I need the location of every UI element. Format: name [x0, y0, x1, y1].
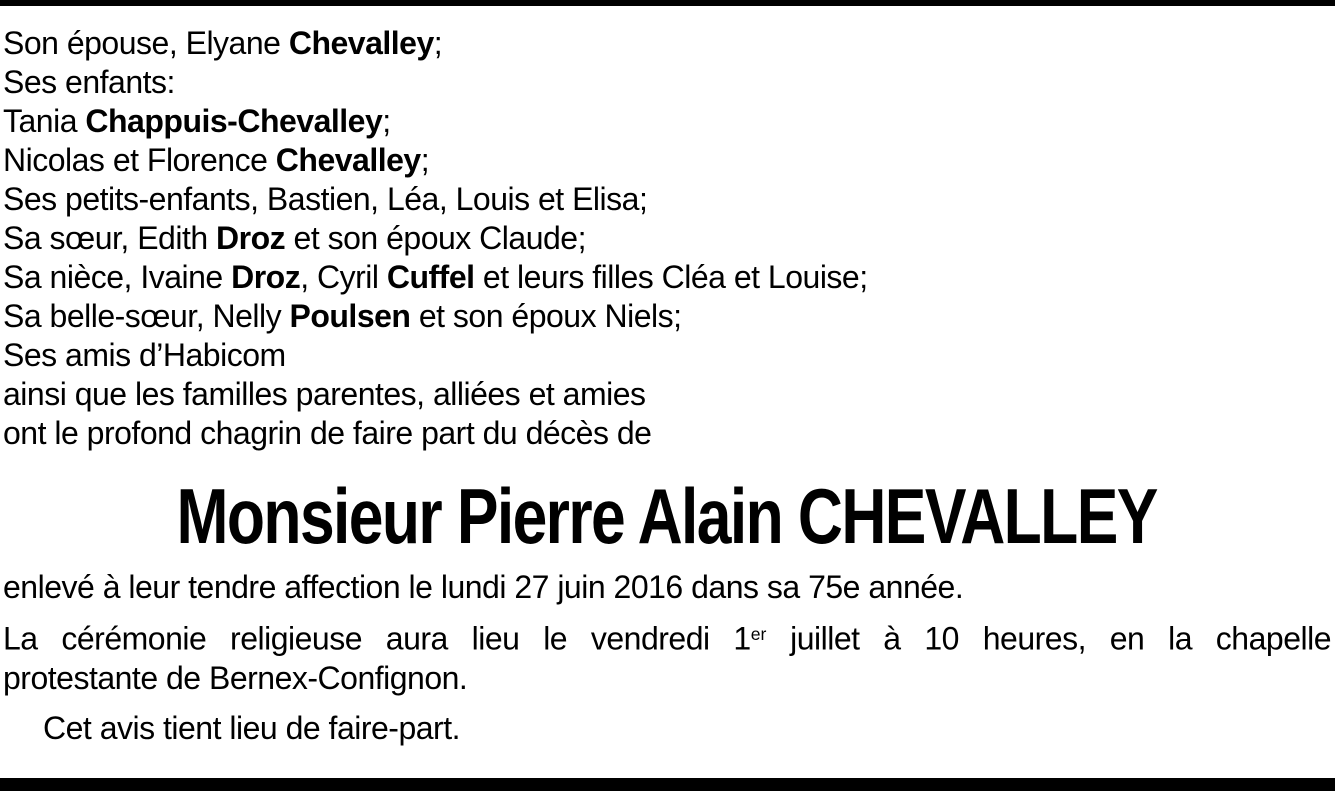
family-line	[3, 258, 1331, 297]
ordinal-superscript: er	[750, 624, 767, 644]
family-line	[3, 180, 1331, 219]
bottom-border-rule	[0, 778, 1335, 791]
deceased-name-title	[3, 472, 1331, 560]
text-segment: et son époux Niels;	[410, 298, 682, 334]
death-announcement-line: enlevé à leur tendre affection le lundi 27 juin 2016 dans sa 75e année.	[3, 569, 964, 605]
family-line	[3, 63, 1331, 102]
family-surname-bold: Cuffel	[386, 259, 475, 295]
text-segment: protestante de Bernex-Confignon.	[3, 659, 468, 696]
text-segment: juillet à 10 heures, en la chapelle	[766, 620, 1332, 657]
family-line	[3, 102, 1331, 141]
family-surname-bold: Chevalley	[288, 25, 434, 61]
text-segment: ;	[433, 25, 443, 61]
text-segment: , Cyril	[300, 259, 387, 295]
text-segment: et son époux Claude;	[285, 220, 586, 256]
family-lines-block	[3, 24, 1331, 453]
family-surname-bold: Chevalley	[275, 142, 421, 178]
family-line	[3, 24, 1331, 63]
ceremony-line	[3, 659, 1331, 698]
deceased-name-text: Monsieur Pierre Alain CHEVALLEY	[176, 472, 1158, 560]
family-surname-bold: Droz	[216, 220, 286, 256]
ceremony-line	[3, 615, 1331, 659]
text-segment: Ses enfants:	[3, 64, 175, 100]
text-segment: ainsi que les familles parentes, alliées et amies	[3, 376, 646, 412]
faire-part-closing-line: Cet avis tient lieu de faire-part.	[43, 709, 460, 746]
text-segment: Sa sœur, Edith	[3, 220, 217, 256]
family-surname-bold: Poulsen	[289, 298, 411, 334]
family-surname-bold: Chappuis-Chevalley	[85, 103, 383, 139]
text-segment: et leurs filles Cléa et Louise;	[474, 259, 868, 295]
notice-content	[0, 6, 1335, 748]
text-segment: La cérémonie religieuse aura lieu le vendredi 1	[3, 620, 751, 657]
text-segment: ont le profond chagrin de faire part du décès de	[3, 415, 652, 451]
family-line	[3, 219, 1331, 258]
family-line	[3, 336, 1331, 375]
text-segment: Sa nièce, Ivaine	[3, 259, 232, 295]
text-segment: ;	[420, 142, 430, 178]
text-segment: Ses petits-enfants, Bastien, Léa, Louis et Elisa;	[3, 181, 648, 217]
text-segment: Ses amis d’Habicom	[3, 337, 286, 373]
text-segment: Son épouse, Elyane	[3, 25, 289, 61]
text-segment: ;	[382, 103, 391, 139]
family-line	[3, 375, 1331, 414]
family-line	[3, 141, 1331, 180]
family-line	[3, 414, 1331, 453]
text-segment: Tania	[3, 103, 86, 139]
ceremony-paragraph	[3, 615, 1331, 698]
family-line	[3, 297, 1331, 336]
family-surname-bold: Droz	[231, 259, 301, 295]
text-segment: Sa belle-sœur, Nelly	[3, 298, 290, 334]
text-segment: Nicolas et Florence	[3, 142, 276, 178]
